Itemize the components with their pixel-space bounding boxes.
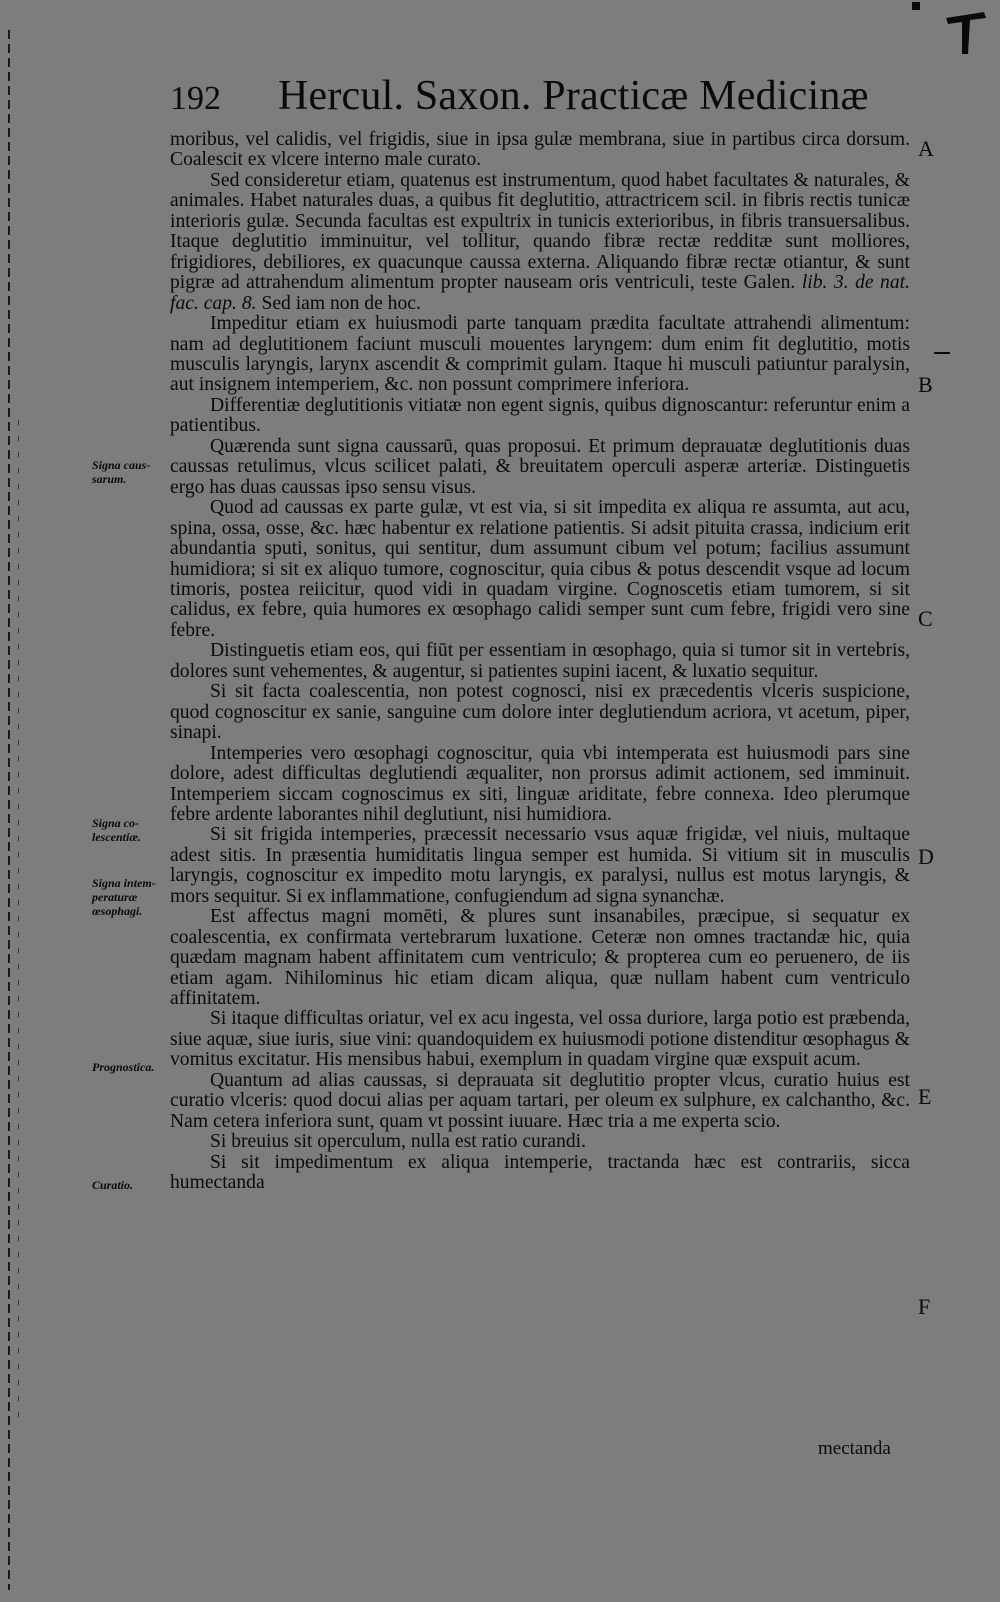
corner-tab-mark xyxy=(944,4,988,56)
catchword: mectanda xyxy=(818,1438,891,1459)
paragraph: Si breuius sit operculum, nulla est ratio curandi. xyxy=(210,1131,587,1153)
section-letter-f: F xyxy=(918,1294,931,1319)
paragraph: Quod ad caussas ex parte gulæ, vt est via, si sit impedita ex aliqua re assumta, aut acu, spina, ossa, osse, &c. hæc habentur ex relatione patientis. Si adsit pituita crassa, indicium erit abundantia sputi, sonitus, qui sentitur, dum assumunt cibum vel potum; facilius assumunt humidiora; si sit ex aliquo tumore, cognoscitur, quia cibus & potus descendit vsque ad locum timoris, postea reiicitur, quod vidi in quadam virgine. Cognoscetis etiam tumorem, si sit calidus, ex febre, quia humores ex œsophago calidi semper sunt cum febre, frigidi vero sine febre. xyxy=(170,497,910,641)
paragraph: Si sit impedimentum ex aliqua intemperie, tractanda hæc est contrariis, sicca humectanda xyxy=(170,1151,910,1194)
section-letter-a: A xyxy=(918,136,934,161)
margin-note: Curatio. xyxy=(92,1178,134,1192)
paragraph: Distinguetis etiam eos, qui fiūt per essentiam in œsophago, quia si tumor sit in vertebris, dolores sunt vehementes, & augentur, si patientes supini iacent, & luxatio sequitur. xyxy=(170,640,910,682)
paragraph: Quærenda sunt signa caussarū, quas proposui. Et primum deprauatæ deglutitionis duas caussas retulimus, vlcus scilicet palati, & breuitatem operculi asperæ arteriæ. Distinguetis ergo has duas caussas ipso sensu visus. xyxy=(170,435,910,498)
paragraph: Sed consideretur etiam, quatenus est instrumentum, quod habet facultates & naturales, & animales. Habet naturales duas, a quibus fit deglutitio, attractricem scil. in fibris rectis tunicæ interioris gulæ. Secunda facultas est expultrix in tunicis exterioribus, in fibris transuersalibus. Itaque deglutitio imminuitur, vel tollitur, quando fibræ rectæ redditæ sunt molliores, frigidiores, debiliores, ex quacunque caussa externa. Aliquando fibræ rectæ otiantur, & sunt pigræ ad attrahendum alimentum propter nauseam oris ventriculi, teste Galen. lib. 3. de nat. fac. cap. 8. Sed iam non de hoc. xyxy=(170,169,910,314)
page-edge-shadow-inner xyxy=(18,420,19,1420)
margin-note: Signa caus-sarum. xyxy=(92,458,151,486)
ink-spot xyxy=(912,2,920,10)
paragraph: Si itaque difficultas oriatur, vel ex acu ingesta, vel ossa duriore, larga potio est præbenda, siue aquæ, siue iuris, siue vini: quandoquidem ex huiusmodi potione distenditur œsophagus & vomitus excitatur. His mensibus habui, exemplum in quadam virgine quæ exspuit acum. xyxy=(170,1008,910,1071)
paragraph: Quantum ad alias caussas, si deprauata sit deglutitio propter vlcus, curatio huius est curatio vlceris: quod docui alias per aquam tartari, per oleum ex sulphure, ex calchantho, &c. Nam cetera inferiora sunt, quam vt possint iuuare. Hæc tria a me experta scio. xyxy=(170,1069,910,1132)
page-edge-shadow xyxy=(8,30,10,1590)
paragraph: Differentiæ deglutitionis vitiatæ non egent signis, quibus dignoscantur: referuntur enim a patientibus. xyxy=(170,394,910,437)
running-title: Hercul. Saxon. Practicæ Medicinæ xyxy=(278,73,869,119)
citation: lib. 3. de nat. fac. cap. 8. xyxy=(170,272,910,314)
margin-note: Signa intem-peraturæ œsophagi. xyxy=(92,876,156,918)
section-letter-d: D xyxy=(918,844,934,869)
page-header xyxy=(170,72,910,126)
margin-dash xyxy=(934,352,950,354)
page-number: 192 xyxy=(170,80,221,117)
section-letter-c: C xyxy=(918,606,933,631)
paragraph: Est affectus magni momēti, & plures sunt insanabiles, præcipue, si sequatur ex coalescentia, ex confirmata vertebrarum luxatione. Ceteræ non omnes tractandæ hic, quia quædam magnam habent affinitatem cum ventriculo; & propterea cum eo peruenero, de iis etiam agam. Nihilominus hic etiam dicam aliqua, quæ nullam habent cum ventriculo affinitatem. xyxy=(170,906,910,1010)
paragraph: Si sit frigida intemperies, præcessit necessario vsus aquæ frigidæ, vel niuis, multaque adest sitis. In præsentia humiditatis lingua semper est humida. Si vitium sit in musculis laryngis, cognoscitur ex impedito motu laryngis, ex paralysi, nullus est motus laryngis, & mors sequitur. Si ex inflammatione, confugiendum ad signa synanchæ. xyxy=(170,824,910,907)
paragraph: Intemperies vero œsophagi cognoscitur, quia vbi intemperata est huiusmodi pars sine dolore, adest difficultas deglutiendi æqualiter, non prorsus adimit actionem, sed imminuit. Intemperiem siccam cognoscimus ex siti, linguæ ariditate, febre connexa. Ideo plerumque febre ardente laborantes nihil deglutiunt, nisi humidiora. xyxy=(170,742,910,825)
main-text xyxy=(170,130,910,1194)
section-letter-b: B xyxy=(918,372,933,397)
margin-note: Signa co-lescentiæ. xyxy=(92,816,141,844)
paragraph: Si sit facta coalescentia, non potest cognosci, nisi ex præcedentis vlceris suspicione, quod cognoscitur ex sanie, sanguine cum dolore inter deglutiendum acriora, vt acetum, piper, sinapi. xyxy=(170,681,910,744)
section-letter-e: E xyxy=(918,1084,932,1109)
margin-note: Prognostica. xyxy=(92,1060,155,1074)
paragraph: moribus, vel calidis, vel frigidis, siue in ipsa gulæ membrana, siue in partibus circa dorsum. Coalescit ex vlcere interno male curato. xyxy=(170,129,910,171)
paragraph: Impeditur etiam ex huiusmodi parte tanquam prædita facultate attrahendi alimentum: nam ad deglutitionem faciunt musculi mouentes laryngem: dum enim fit deglutitio, motis musculis laryngis, larynx ascendit & comprimit gulam. Itaque hi musculi patiuntur paralysin, aut insignem intemperiem, &c. non possunt comprimere inferiora. xyxy=(170,313,910,396)
